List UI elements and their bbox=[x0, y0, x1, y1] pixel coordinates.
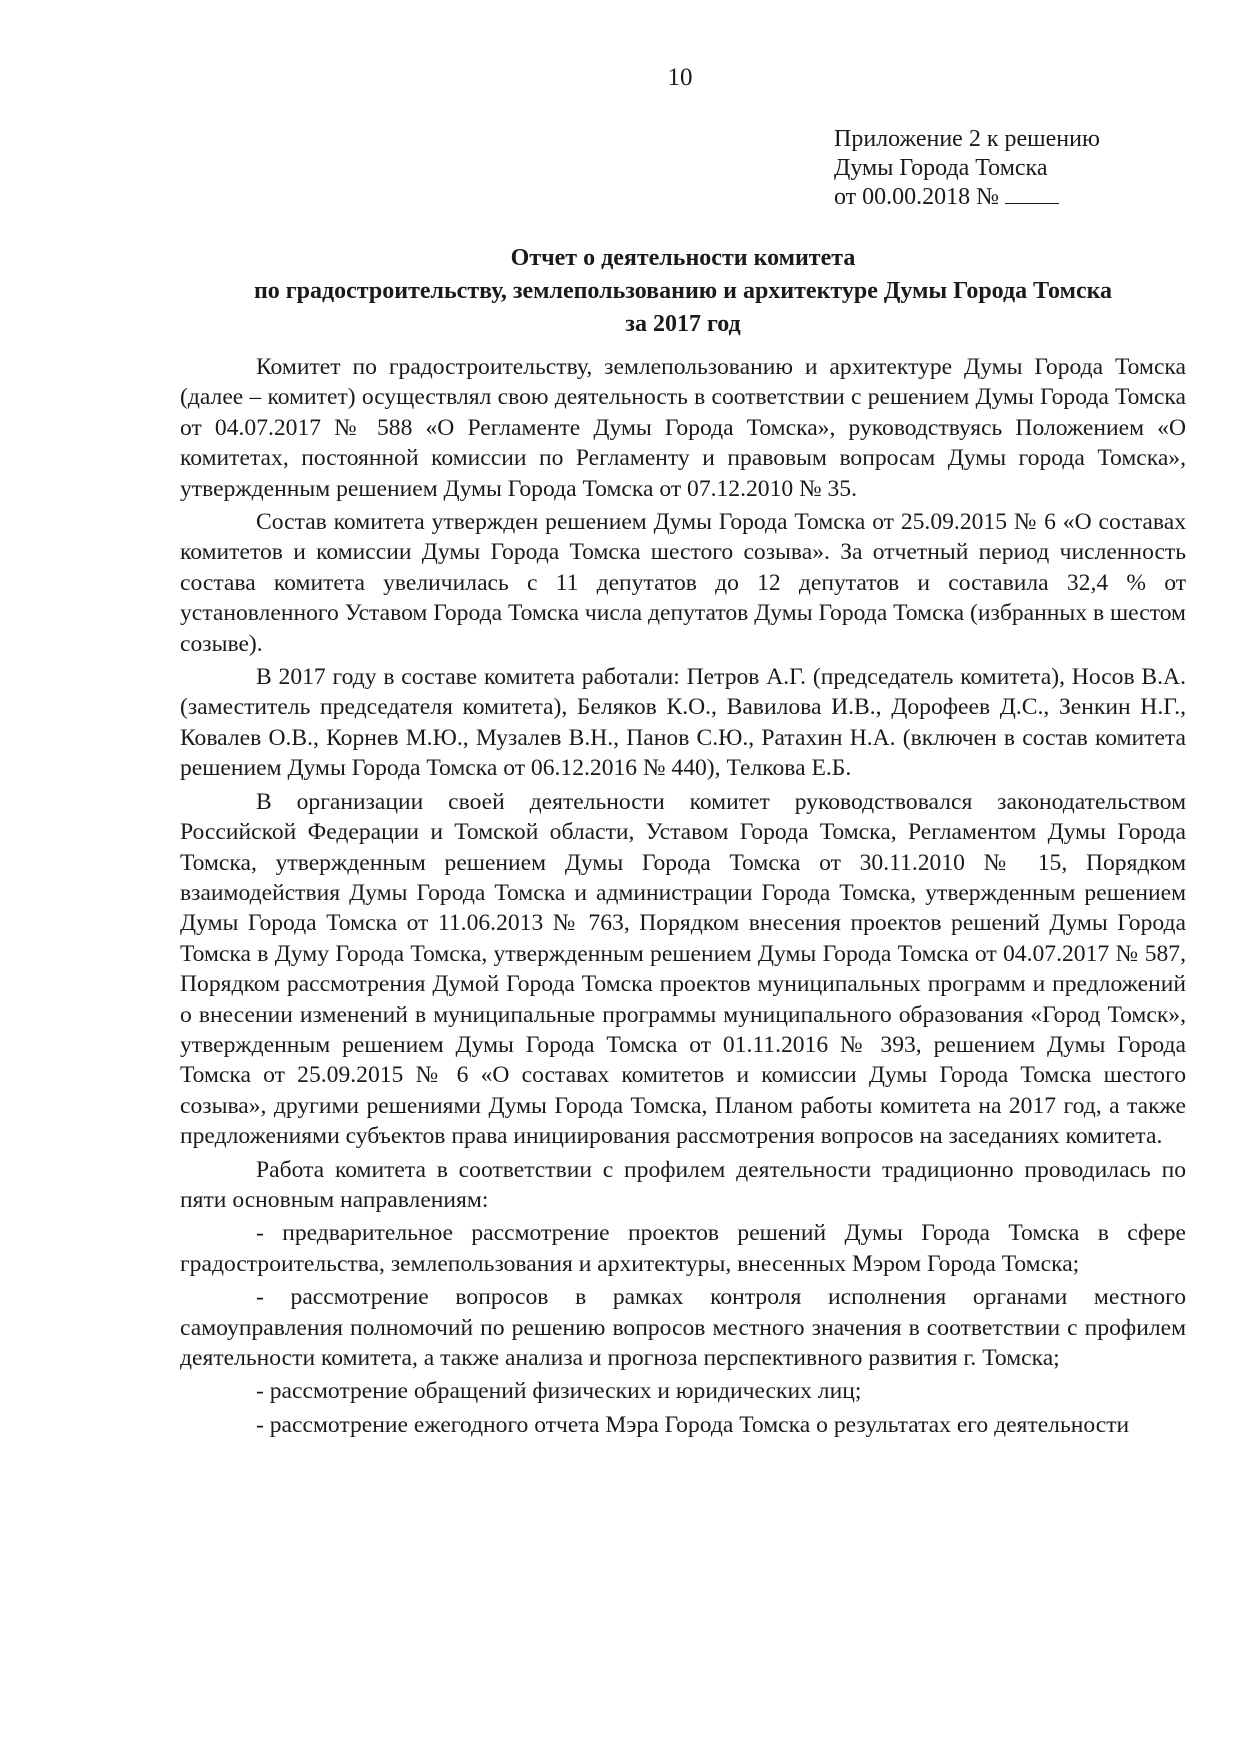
paragraph-legal-basis: В организации своей деятельности комитет руководствовался законодательством Российской Федерации и Томской области, Уставом Города Томска, Регламентом Думы Города Томска, утвержденным решением Думы Города Томска от 30.11.2010 № 15, Порядком взаимодействия Думы Города Томска и администрации Города Томска, утвержденным решением Думы Города Томска от 11.06.2013 № 763, Порядком внесения проектов решений Думы Города Томска в Думу Города Томска, утвержденным решением Думы Города Томска от 04.07.2017 № 587, Порядком рассмотрения Думой Города Томска проектов муниципальных программ и предложений о внесении изменений в муниципальные программы муниципального образования «Город Томск», утвержденным решением Думы Города Томска от 01.11.2016 № 393, решением Думы Города Томска от 25.09.2015 № 6 «О составах комитетов и комиссии Думы Города Томска шестого созыва», другими решениями Думы Города Томска, Планом работы комитета на 2017 год, а также предложениями субъектов права инициирования рассмотрения вопросов на заседаниях комитета. bbox=[180, 788, 1186, 1150]
title-line-3: за 2017 год bbox=[625, 311, 741, 337]
title-line-1: Отчет о деятельности комитета bbox=[510, 245, 856, 271]
decision-number-blank bbox=[1005, 185, 1059, 204]
paragraph-members: В 2017 году в составе комитета работали: Петров А.Г. (председатель комитета), Носов В.А. (заместитель председателя комитета), Беляков К.О., Вавилова И.В., Дорофеев Д.С., Зенкин Н.Г., Ковалев О.В., Корнев М.Ю., Музалев В.Н., Панов С.Ю., Ратахин Н.А. (включен в состав комитета решением Думы Города Томска от 06.12.2016 № 440), Телкова Е.Б. bbox=[180, 664, 1186, 782]
list-item: - рассмотрение вопросов в рамках контроля исполнения органами местного самоуправления полномочий по решению вопросов местного значения в соответствии с профилем деятельности комитета, а также анализа и прогноза перспективного развития г. Томска; bbox=[180, 1284, 1186, 1371]
paragraph-intro: Комитет по градостроительству, землепользованию и архитектуре Думы Города Томска (далее – комитет) осуществлял свою деятельность в соответствии с решением Думы Города Томска от 04.07.2017 № 588 «О Регламенте Думы Города Томска», руководствуясь Положением «О комитетах, постоянной комиссии по Регламенту и правовым вопросам Думы города Томска», утвержденным решением Думы Города Томска от 07.12.2010 № 35. bbox=[180, 354, 1186, 502]
list-item: - рассмотрение обращений физических и юридических лиц; bbox=[256, 1378, 862, 1405]
appendix-line-2: Думы Города Томска bbox=[834, 155, 1048, 181]
list-item: - предварительное рассмотрение проектов решений Думы Города Томска в сфере градостроительства, землепользования и архитектуры, внесенных Мэром Города Томска; bbox=[180, 1220, 1186, 1277]
list-item: - рассмотрение ежегодного отчета Мэра Города Томска о результатах его деятельности bbox=[256, 1411, 1130, 1438]
report-body bbox=[180, 352, 1186, 1443]
title-line-2: по градостроительству, землепользованию и архитектуре Думы Города Томска bbox=[253, 278, 1113, 304]
page-number: 10 bbox=[667, 64, 693, 91]
report-title bbox=[180, 242, 1186, 341]
appendix-line-1: Приложение 2 к решению bbox=[834, 126, 1100, 152]
appendix-date: от 00.00.2018 № bbox=[834, 184, 1000, 210]
paragraph-directions: Работа комитета в соответствии с профилем деятельности традиционно проводилась по пяти основным направлениям: bbox=[180, 1156, 1186, 1213]
appendix-note bbox=[834, 125, 1100, 212]
appendix-line-3 bbox=[834, 183, 1100, 212]
paragraph-composition: Состав комитета утвержден решением Думы Города Томска от 25.09.2015 № 6 «О составах комитетов и комиссии Думы Города Томска шестого созыва». За отчетный период численность состава комитета увеличилась с 11 депутатов до 12 депутатов и составила 32,4 % от установленного Уставом Города Томска числа депутатов Думы Города Томска (избранных в шестом созыве). bbox=[180, 509, 1186, 657]
